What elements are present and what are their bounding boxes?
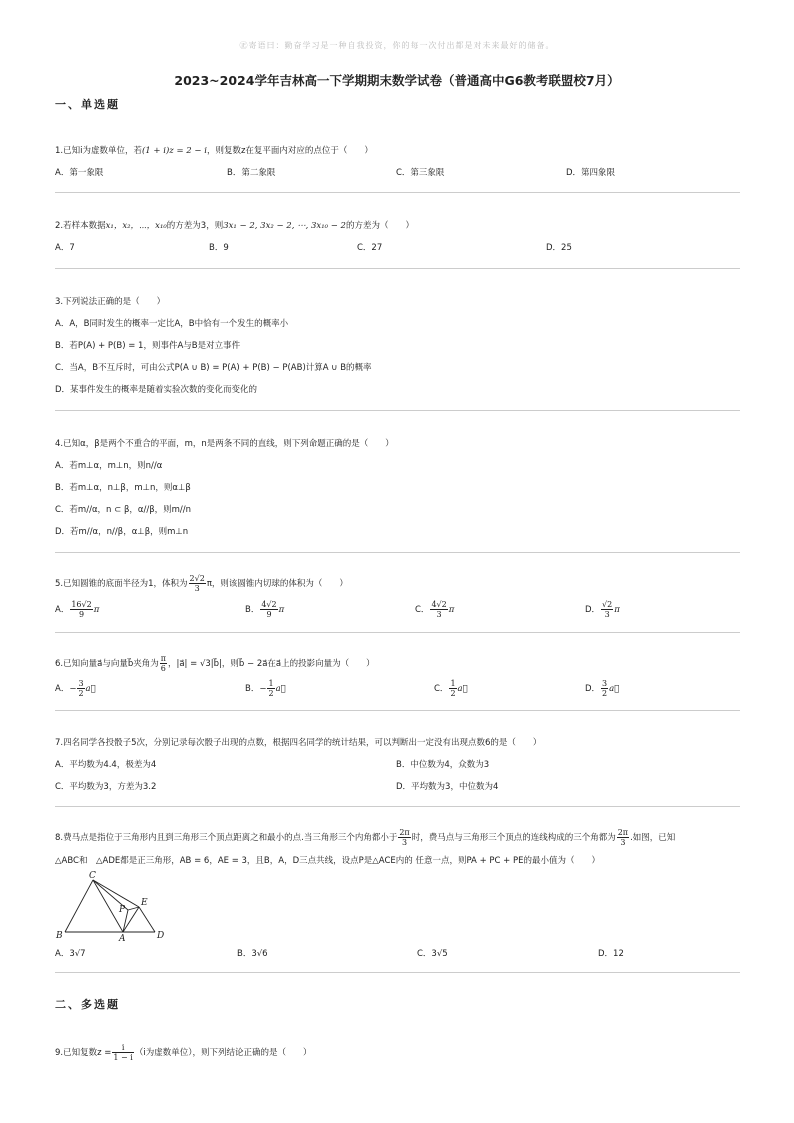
q2-option-a[interactable]: A．7 (55, 243, 75, 253)
q2-option-d[interactable]: D．25 (546, 243, 572, 253)
label-c: C (89, 871, 96, 881)
q3-option-a[interactable]: A．A，B同时发生的概率一定比A，B中恰有一个发生的概率小 (55, 319, 289, 329)
fraction: $\frac{2√2}{3}$ (189, 574, 205, 593)
divider (55, 972, 740, 973)
divider (55, 410, 740, 411)
motto: ㊣寄语曰：勤奋学习是一种自我投资，你的每一次付出都是对未来最好的储备。 (239, 41, 555, 50)
question-6-stem: 6.已知向量a⃗与向量b⃗夹角为 $\frac{\pi}{6}$ ，|a⃗| = √3|b⃗|，则b⃗ − 2a⃗在a⃗上的投影向量为（ ） (55, 654, 375, 673)
question-8-stem-line-2: △ABC和 △ADE都是正三角形，AB = 6，AE = 3，且B，A，D三点共线，设点P是△ACE内的 任意一点，则PA + PC + PE的最小值为（ ） (55, 856, 600, 866)
divider (55, 192, 740, 193)
question-6 (55, 654, 740, 704)
q3-option-b[interactable]: B．若P(A) + P(B) = 1，则事件A与B是对立事件 (55, 341, 241, 351)
q8-option-a[interactable]: A．3√7 (55, 949, 86, 959)
q7-option-a[interactable]: A．平均数为4.4，极差为4 (55, 760, 157, 770)
q2-option-b[interactable]: B．9 (209, 243, 229, 253)
question-3 (55, 295, 740, 400)
question-9 (55, 1043, 740, 1067)
divider (55, 710, 740, 711)
q8-option-b[interactable]: B．3√6 (237, 949, 268, 959)
q5-option-d[interactable]: D． $\frac{√2}{3}$ π (585, 600, 620, 619)
question-9-stem: 9.已知复数z = $\frac{i}{1 - i}$ （i为虚数单位），则下列结论正确的是（ ） (55, 1043, 312, 1062)
q4-option-c[interactable]: C．若m//α，n ⊂ β，α//β，则m//n (55, 505, 192, 515)
q8-option-d[interactable]: D．12 (598, 949, 624, 959)
question-1 (55, 144, 740, 184)
section-heading-multiple-choice: 二、多选题 (55, 998, 120, 1011)
q7-option-d[interactable]: D．平均数为3，中位数为4 (396, 782, 499, 792)
question-1-stem: 1.已知i为虚数单位，若(1 + i)z = 2 − i，则复数z在复平面内对应的点位于（ ） (55, 146, 373, 156)
q1-option-c[interactable]: C．第三象限 (396, 168, 445, 178)
divider (55, 552, 740, 553)
q5-option-b[interactable]: B． $\frac{4√2}{9}$ π (245, 600, 285, 619)
question-4-stem: 4.已知α，β是两个不重合的平面，m，n是两条不同的直线，则下列命题正确的是（ ） (55, 439, 394, 449)
label-a: A (119, 934, 126, 942)
q4-option-b[interactable]: B．若m⊥α，n⊥β，m⊥n，则α⊥β (55, 483, 191, 493)
question-2 (55, 219, 740, 259)
q1-option-a[interactable]: A．第一象限 (55, 168, 104, 178)
label-e: E (141, 898, 148, 908)
q3-option-c[interactable]: C．当A，B不互斥时，可由公式P(A ∪ B) = P(A) + P(B) − P(AB)计算A ∪ B的概率 (55, 363, 372, 373)
q2-option-c[interactable]: C．27 (357, 243, 383, 253)
question-7-stem: 7.四名同学各投骰子5次，分别记录每次骰子出现的点数，根据四名同学的统计结果，可以判断出一定没有出现点数6的是（ ） (55, 738, 542, 748)
label-d: D (157, 931, 165, 941)
q4-option-a[interactable]: A．若m⊥α，m⊥n，则n//α (55, 461, 163, 471)
q4-option-d[interactable]: D．若m//α，n//β，α⊥β，则m⊥n (55, 527, 189, 537)
q5-option-a[interactable]: A． $\frac{16√2}{9}$ π (55, 600, 100, 619)
question-4 (55, 437, 740, 542)
label-p: P (119, 905, 126, 915)
fraction: $\frac{\pi}{6}$ (160, 654, 166, 673)
q7-option-c[interactable]: C．平均数为3，方差为3.2 (55, 782, 157, 792)
q1-option-b[interactable]: B．第二象限 (227, 168, 276, 178)
q6-option-b[interactable]: B．− $\frac{1}{2}$ a⃗ (245, 679, 286, 698)
divider (55, 806, 740, 807)
question-2-stem: 2.若样本数据x₁，x₂，⋯，x₁₀的方差为3，则3x₁ − 2, 3x₂ − 2, ⋯, 3x₁₀ − 2的方差为（ ） (55, 221, 414, 231)
question-8-stem-line-1: 8.费马点是指位于三角形内且到三角形三个顶点距离之和最小的点.当三角形三个内角都小于 $\frac{2\pi}{3}$ 时，费马点与三角形三个顶点的连线构成的三个角都为 $\frac{2\pi}{3}$ .如图，已知 (55, 828, 676, 847)
q3-option-d[interactable]: D．某事件发生的概率是随着实验次数的变化而变化的 (55, 385, 258, 395)
exam-title: 2023~2024学年吉林高一下学期期末数学试卷（普通高中G6教考联盟校7月） (174, 73, 620, 88)
question-8 (55, 828, 740, 963)
section-heading-single-choice: 一、单选题 (55, 98, 120, 111)
question-5 (55, 574, 740, 624)
question-3-stem: 3.下列说法正确的是（ ） (55, 297, 166, 307)
q5-option-c[interactable]: C． $\frac{4√2}{3}$ π (415, 600, 455, 619)
q7-option-b[interactable]: B．中位数为4，众数为3 (396, 760, 490, 770)
q1-option-d[interactable]: D．第四象限 (566, 168, 616, 178)
q6-option-a[interactable]: A．− $\frac{3}{2}$ a⃗ (55, 679, 96, 698)
question-7 (55, 736, 740, 798)
question-5-stem: 5.已知圆锥的底面半径为1，体积为 $\frac{2√2}{3}$ π，则该圆锥内切球的体积为（ ） (55, 574, 348, 593)
divider (55, 268, 740, 269)
divider (55, 632, 740, 633)
q6-option-c[interactable]: C． $\frac{1}{2}$ a⃗ (434, 679, 468, 698)
label-b: B (56, 931, 63, 941)
triangle-figure (55, 870, 170, 942)
q6-option-d[interactable]: D． $\frac{3}{2}$ a⃗ (585, 679, 620, 698)
q8-option-c[interactable]: C．3√5 (417, 949, 448, 959)
